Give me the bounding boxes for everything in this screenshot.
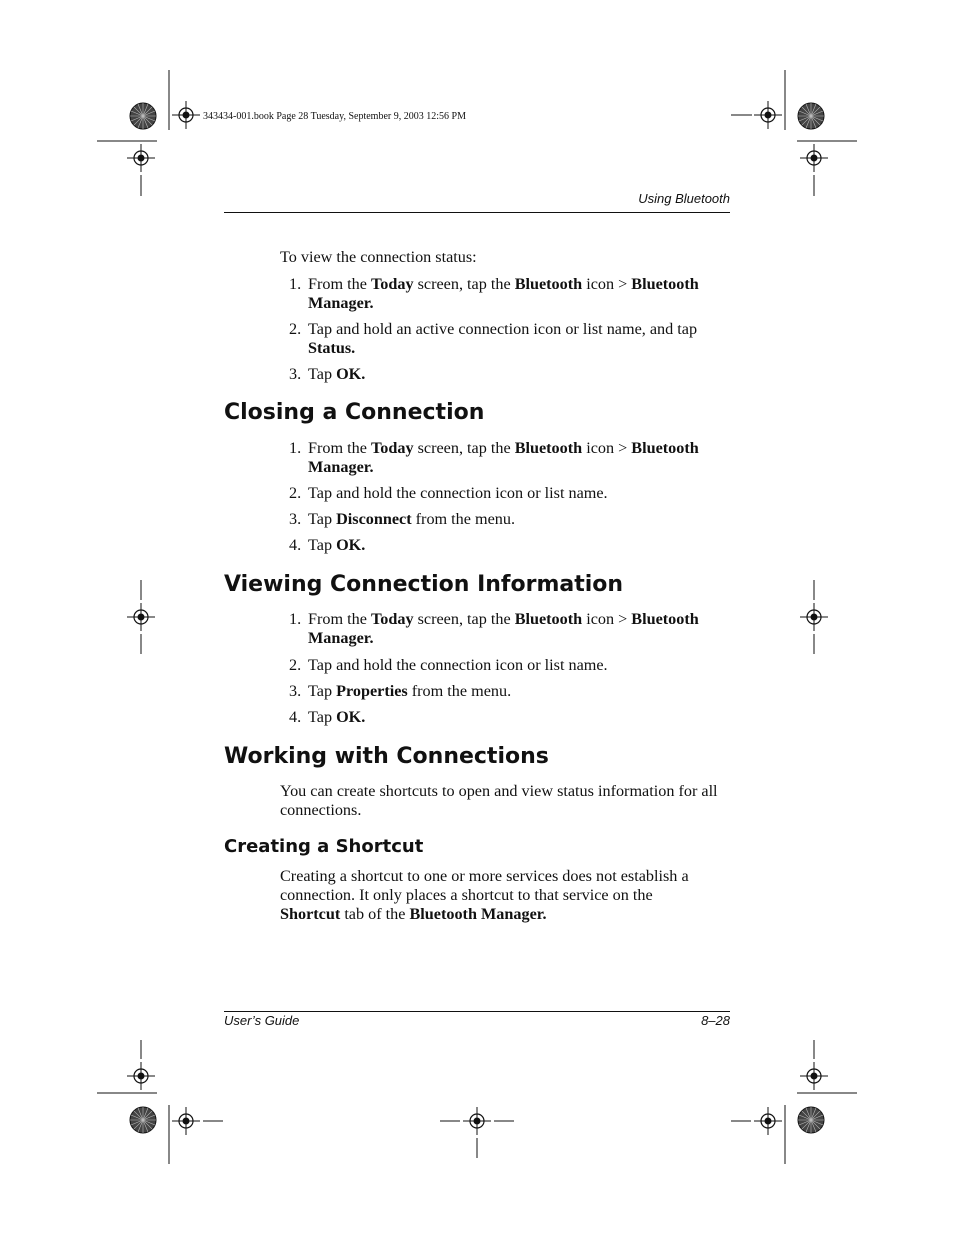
footer-rule (224, 1011, 730, 1012)
running-head: Using Bluetooth (638, 191, 730, 206)
step-text: Tap OK. (308, 536, 366, 554)
step-number: 1. (289, 610, 302, 628)
step-number: 1. (289, 439, 302, 457)
working-paragraph: You can create shortcuts to open and view status information for all connections. (280, 782, 718, 819)
step-text: From the Today screen, tap the Bluetooth icon > Bluetooth Manager. (308, 275, 699, 312)
page-number: 8–28 (701, 1013, 730, 1028)
step-number: 2. (289, 320, 302, 338)
step-text: Tap and hold the connection icon or list name. (308, 656, 608, 674)
step-text: Tap and hold the connection icon or list name. (308, 484, 608, 502)
step-text: Tap Disconnect from the menu. (308, 510, 516, 528)
shortcut-paragraph: Creating a shortcut to one or more services does not establish a connection. It only places a shortcut to that service on the Shortcut tab of the Bluetooth Manager. (280, 867, 689, 923)
header-rule (224, 212, 730, 213)
section-heading-working: Working with Connections (224, 744, 549, 769)
step-number: 2. (289, 484, 302, 502)
step-number: 2. (289, 656, 302, 674)
step-text: Tap and hold an active connection icon or list name, and tap Status. (308, 320, 698, 357)
footer-guide-title: User’s Guide (224, 1013, 300, 1028)
subsection-heading-shortcut: Creating a Shortcut (224, 836, 424, 857)
step-text: Tap OK. (308, 708, 366, 726)
step-number: 4. (289, 708, 302, 726)
step-number: 3. (289, 365, 302, 383)
step-text: From the Today screen, tap the Bluetooth icon > Bluetooth Manager. (308, 439, 699, 476)
print-meta: 343434-001.book Page 28 Tuesday, September 9, 2003 12:56 PM (203, 111, 466, 122)
section-heading-viewing: Viewing Connection Information (224, 572, 624, 597)
step-number: 1. (289, 275, 302, 293)
intro-text: To view the connection status: (280, 248, 477, 266)
step-text: Tap OK. (308, 365, 366, 383)
step-number: 3. (289, 510, 302, 528)
step-number: 3. (289, 682, 302, 700)
section-heading-closing: Closing a Connection (224, 400, 485, 425)
step-number: 4. (289, 536, 302, 554)
step-text: From the Today screen, tap the Bluetooth icon > Bluetooth Manager. (308, 610, 699, 647)
step-text: Tap Properties from the menu. (308, 682, 512, 700)
